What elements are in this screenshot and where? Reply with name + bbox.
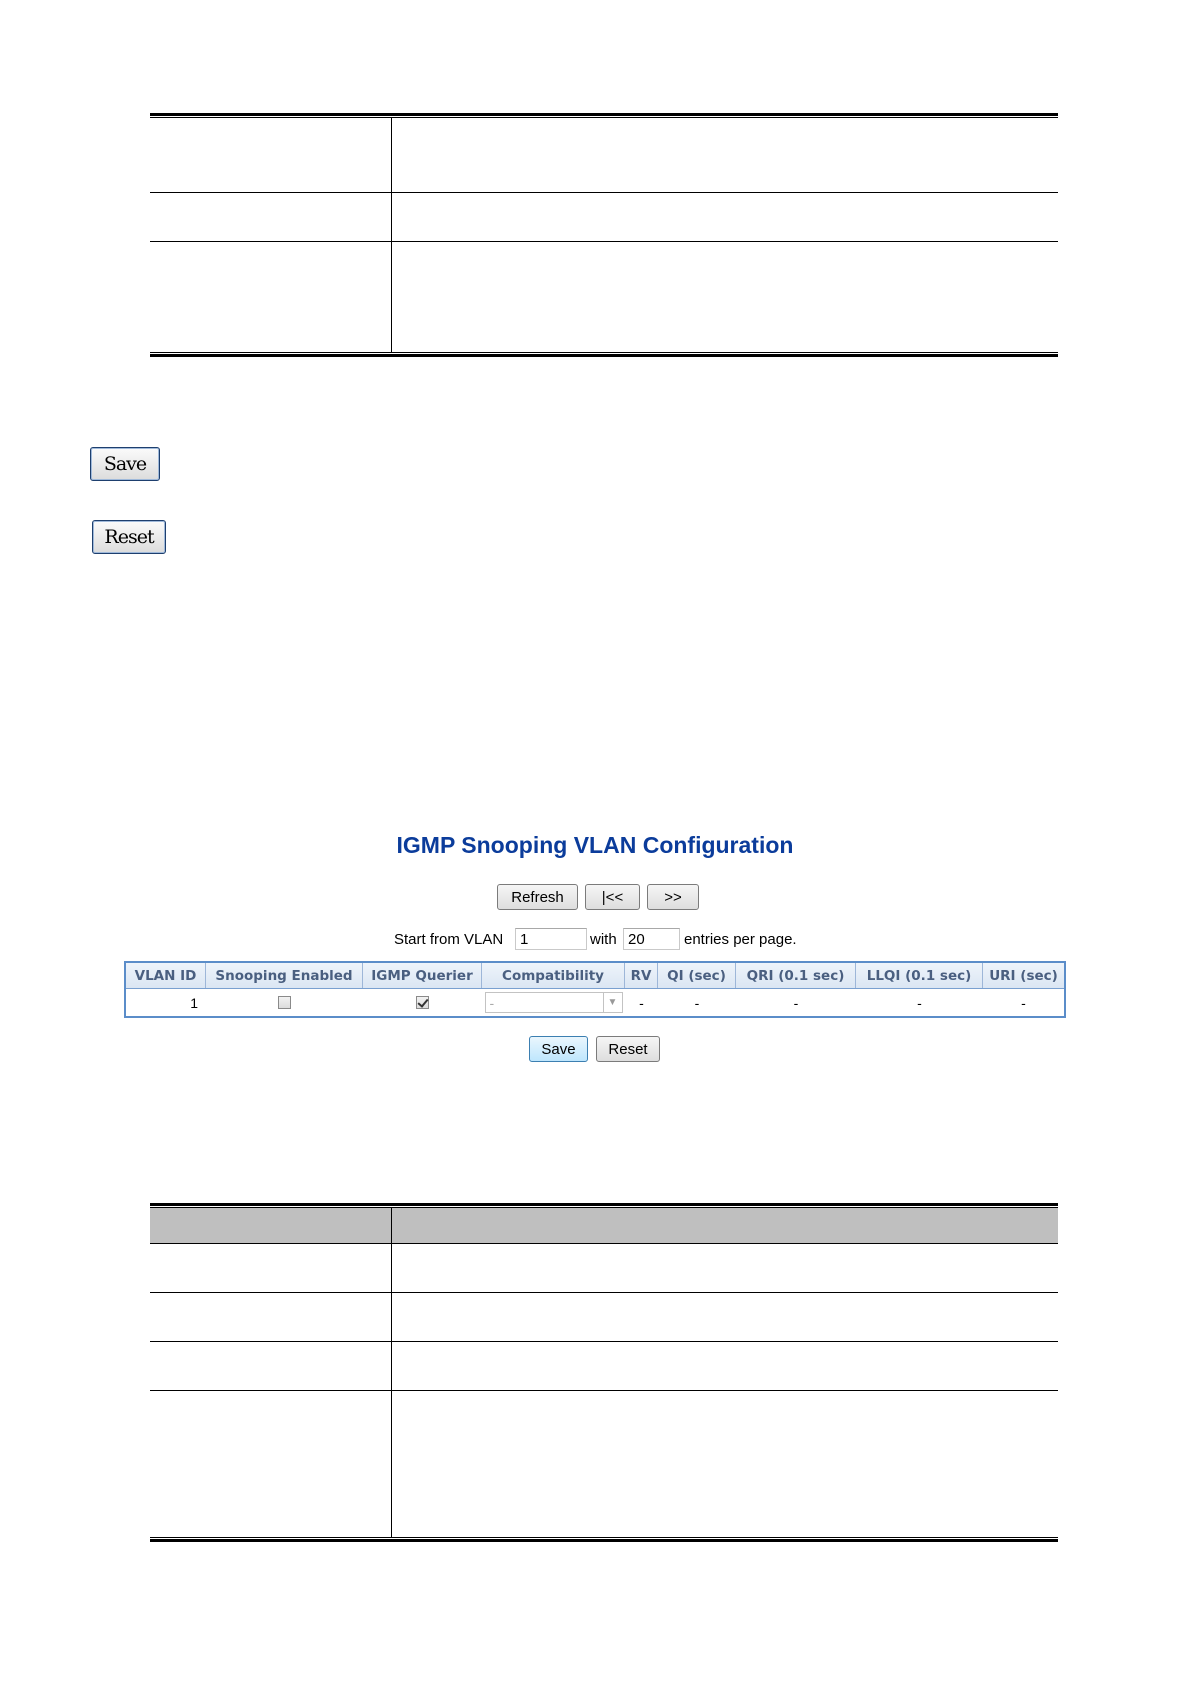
bottom-description-table (150, 1203, 1058, 1542)
page-title: IGMP Snooping VLAN Configuration (396, 832, 794, 858)
header-compatibility: Compatibility (482, 963, 625, 988)
table-row (150, 1293, 1058, 1342)
refresh-button[interactable]: Refresh (497, 884, 578, 910)
header-igmp-querier: IGMP Querier (363, 963, 482, 988)
uri-cell: - (1021, 994, 1026, 1011)
header-rv: RV (625, 963, 658, 988)
qri-cell: - (793, 994, 799, 1011)
table-row (150, 118, 1058, 193)
igmp-querier-checkbox[interactable] (416, 996, 429, 1009)
chevron-down-icon: ▼ (603, 993, 622, 1012)
start-vlan-input[interactable] (515, 928, 587, 950)
rv-cell: - (639, 994, 644, 1011)
vlan-id-cell: 1 (190, 994, 198, 1011)
table-bottom-rule (150, 1537, 1058, 1542)
compatibility-cell (482, 992, 625, 1013)
table-row (150, 1391, 1058, 1537)
save-button[interactable]: Save (529, 1036, 588, 1062)
doc-reset-button[interactable]: Reset (92, 520, 166, 554)
igmp-querier-cell (363, 996, 482, 1009)
table-row (150, 1244, 1058, 1293)
next-page-button[interactable]: >> (647, 884, 699, 910)
snooping-enabled-cell (206, 996, 363, 1009)
qi-cell: - (694, 994, 700, 1011)
table-header-row (126, 963, 1064, 989)
doc-save-button[interactable]: Save (90, 447, 160, 481)
table-row (150, 242, 1058, 352)
header-uri: URI (sec) (989, 967, 1058, 984)
table-row (126, 989, 1064, 1016)
top-description-table (150, 113, 1058, 357)
header-llqi: LLQI (0.1 sec) (856, 963, 983, 988)
header-qri: QRI (0.1 sec) (736, 963, 856, 988)
header-snooping-enabled: Snooping Enabled (206, 963, 363, 988)
llqi-cell: - (917, 994, 922, 1011)
table-bottom-rule (150, 352, 1058, 357)
start-from-vlan-label: Start from VLAN (394, 931, 504, 948)
table-header-row (150, 1208, 1058, 1244)
header-qi: QI (sec) (658, 963, 736, 988)
entries-per-page-label: entries per page. (684, 931, 797, 948)
header-vlan-id: VLAN ID (126, 963, 206, 988)
table-row (150, 1342, 1058, 1391)
compatibility-value: - (489, 994, 495, 1011)
with-label: with (590, 931, 617, 948)
table-row (150, 193, 1058, 242)
entries-per-page-input[interactable] (623, 928, 680, 950)
first-page-button[interactable]: |<< (585, 884, 640, 910)
compatibility-select[interactable] (485, 992, 623, 1013)
reset-button[interactable]: Reset (596, 1036, 660, 1062)
snooping-enabled-checkbox[interactable] (278, 996, 291, 1009)
igmp-vlan-table (124, 961, 1066, 1018)
